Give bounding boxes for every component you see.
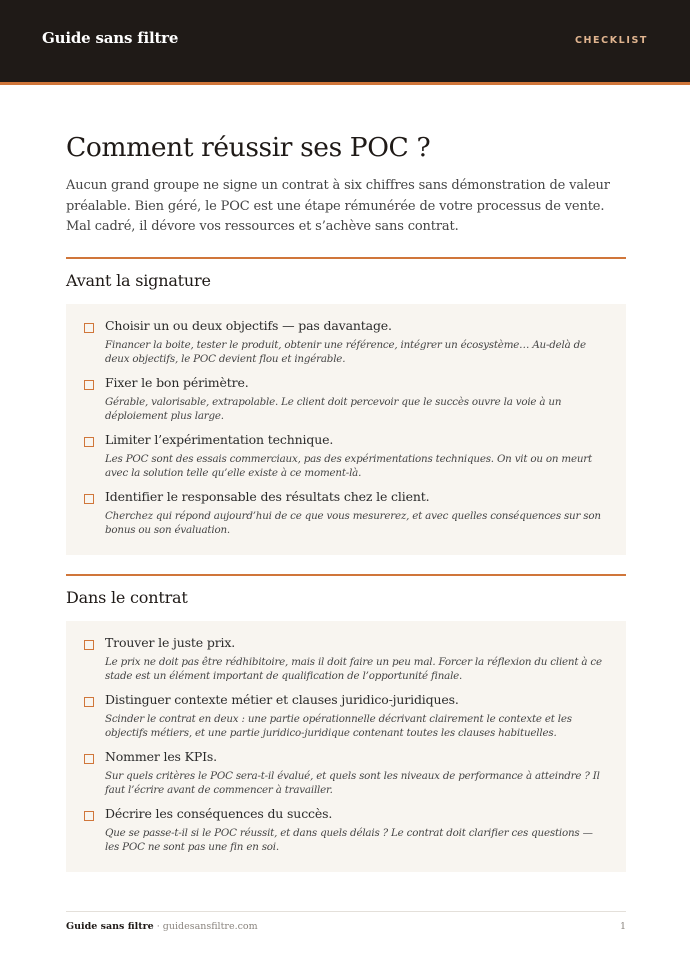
checkbox-icon[interactable] <box>84 754 94 764</box>
brand-logo[interactable]: Guide sans filtre <box>42 29 179 47</box>
item-description: Financer la boite, tester le produit, obtenir une référence, intégrer un écosystème… Au-delà de deux objectifs, le POC devient flou et ingérable. <box>105 338 586 365</box>
checklist-item <box>84 318 608 366</box>
checkbox-icon[interactable] <box>84 697 94 707</box>
item-title: Distinguer contexte métier et clauses juridico-juridiques. <box>105 691 459 707</box>
section-in-contract <box>66 574 626 872</box>
checklist-item <box>84 749 608 797</box>
item-title: Décrire les conséquences du succès. <box>105 805 333 821</box>
main-content <box>66 130 626 872</box>
checklist-item <box>84 806 608 854</box>
footer-brand: Guide sans filtre <box>66 921 154 932</box>
checklist-item <box>84 692 608 740</box>
document-type-tag: CHECKLIST <box>574 35 648 46</box>
checklist-box <box>66 621 626 872</box>
checkbox-icon[interactable] <box>84 437 94 447</box>
item-title: Nommer les KPIs. <box>105 748 217 764</box>
footer-separator: · <box>156 921 160 932</box>
section-heading: Dans le contrat <box>66 587 188 607</box>
checklist-item <box>84 635 608 683</box>
item-description: Sur quels critères le POC sera-t-il évalué, et quels sont les niveaux de performance à atteindre ? Il faut l’écrire avant de commencer à travailler. <box>105 769 600 796</box>
checklist-item <box>84 375 608 423</box>
checklist-box <box>66 304 626 555</box>
checklist-item <box>84 489 608 537</box>
page-footer <box>66 911 626 932</box>
item-description: Cherchez qui répond aujourd’hui de ce que vous mesurerez, et avec quelles conséquences sur son bonus ou son évaluation. <box>105 509 601 536</box>
checkbox-icon[interactable] <box>84 494 94 504</box>
checkbox-icon[interactable] <box>84 640 94 650</box>
section-heading: Avant la signature <box>66 270 211 290</box>
item-title: Choisir un ou deux objectifs — pas davantage. <box>105 317 392 333</box>
item-description: Scinder le contrat en deux : une partie opérationnelle décrivant clairement le contexte et les objectifs métiers, et une partie juridico-juridique contenant toutes les clauses habituelles. <box>105 712 572 739</box>
item-title: Fixer le bon périmètre. <box>105 374 249 390</box>
header-bar <box>0 0 690 85</box>
page-number: 1 <box>619 921 626 932</box>
checkbox-icon[interactable] <box>84 380 94 390</box>
item-title: Identifier le responsable des résultats chez le client. <box>105 488 430 504</box>
item-description: Gérable, valorisable, extrapolable. Le client doit percevoir que le succès ouvre la voie à un déploiement plus large. <box>105 395 562 422</box>
checkbox-icon[interactable] <box>84 323 94 333</box>
checkbox-icon[interactable] <box>84 811 94 821</box>
item-title: Limiter l’expérimentation technique. <box>105 431 334 447</box>
item-description: Que se passe-t-il si le POC réussit, et dans quels délais ? Le contrat doit clarifier ces questions — les POC ne sont pas une fin en soi. <box>105 826 593 853</box>
item-title: Trouver le juste prix. <box>105 634 236 650</box>
item-description: Les POC sont des essais commerciaux, pas des expérimentations techniques. On vit ou on meurt avec la solution telle qu’elle existe à ce moment-là. <box>105 452 592 479</box>
footer-url-link[interactable]: guidesansfiltre.com <box>162 921 258 932</box>
intro-paragraph: Aucun grand groupe ne signe un contrat à six chiffres sans démonstration de valeur préalable. Bien géré, le POC est une étape rémunérée de votre processus de vente. Mal cadré, il dévore vos ressources et s’achève sans contrat. <box>66 178 610 234</box>
page-title: Comment réussir ses POC ? <box>66 132 431 163</box>
section-before-signature <box>66 257 626 555</box>
item-description: Le prix ne doit pas être rédhibitoire, mais il doit faire un peu mal. Forcer la réflexion du client à ce stade est un élément important de qualification de l’opportunité finale. <box>105 655 602 682</box>
footer-left <box>66 921 258 932</box>
checklist-item <box>84 432 608 480</box>
